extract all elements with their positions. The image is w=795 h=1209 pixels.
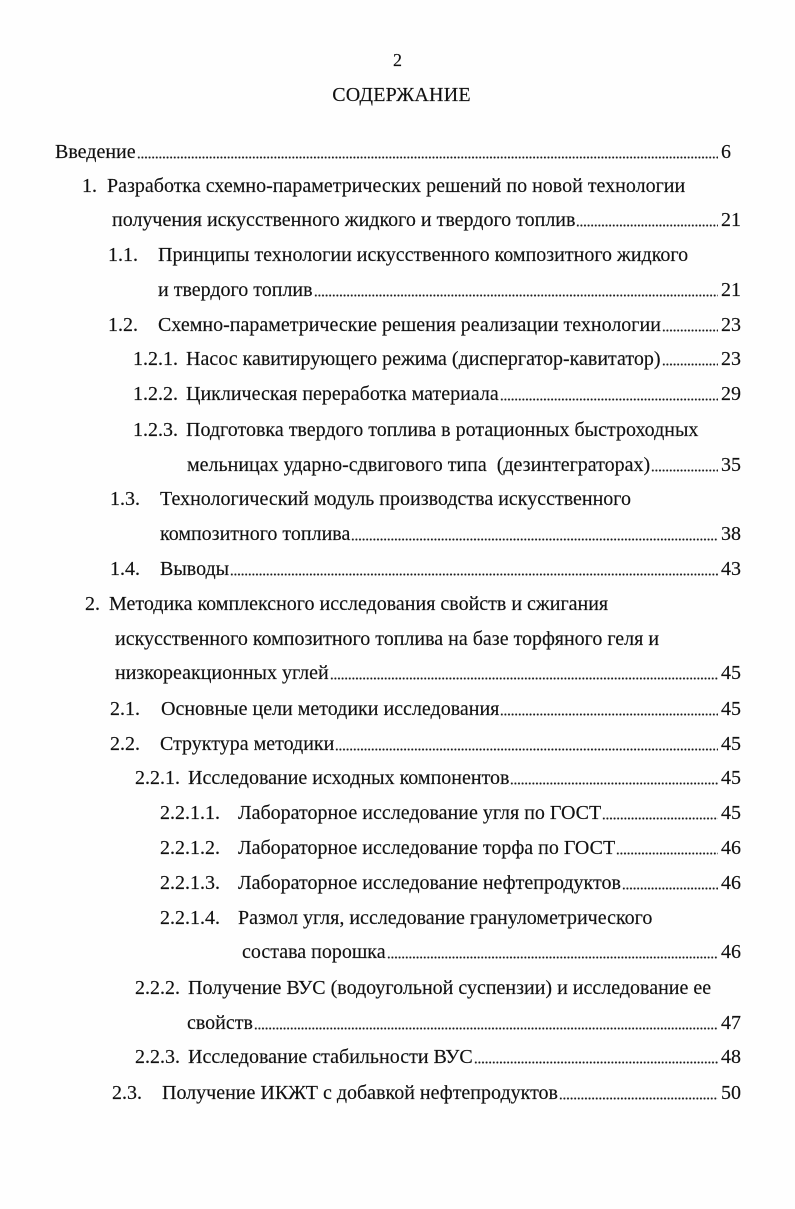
toc-line bbox=[186, 347, 745, 371]
entry-page-number: 23 bbox=[721, 314, 741, 336]
dot-leader bbox=[622, 887, 718, 890]
entry-text: мельницах ударно-сдвигового типа (дезинтеграторах) bbox=[187, 454, 651, 476]
dot-leader bbox=[662, 329, 718, 332]
toc-line bbox=[55, 140, 745, 164]
dot-leader bbox=[351, 538, 718, 541]
toc-line bbox=[242, 940, 745, 964]
entry-page-number: 21 bbox=[721, 209, 741, 231]
entry-number: 2.3. bbox=[112, 1082, 142, 1104]
entry-page-number: 43 bbox=[721, 558, 741, 580]
entry-text: Схемно-параметрические решения реализации технологии bbox=[158, 314, 661, 336]
entry-text: Получение ВУС (водоугольной суспензии) и исследование ее bbox=[188, 977, 712, 999]
dot-leader bbox=[230, 573, 718, 576]
entry-text: Размол угля, исследование гранулометрического bbox=[238, 907, 653, 929]
toc-line bbox=[160, 732, 745, 756]
entry-text: Подготовка твердого топлива в ротационных быстроходных bbox=[186, 419, 699, 441]
entry-text: Принципы технологии искусственного композитного жидкого bbox=[158, 244, 689, 266]
entry-page-number: 29 bbox=[721, 383, 741, 405]
entry-page-number: 6 bbox=[721, 141, 731, 163]
dot-leader bbox=[651, 469, 718, 472]
toc-line bbox=[160, 522, 745, 546]
page-number: 2 bbox=[393, 50, 402, 70]
dot-leader bbox=[387, 956, 718, 959]
entry-page-number: 46 bbox=[721, 941, 741, 963]
entry-page-number: 21 bbox=[721, 279, 741, 301]
toc-line bbox=[188, 1045, 745, 1069]
toc-line bbox=[160, 557, 745, 581]
toc-line bbox=[238, 836, 745, 860]
toc-line bbox=[238, 871, 745, 895]
entry-text: Структура методики bbox=[160, 733, 335, 755]
entry-text: Технологический модуль производства искусственного bbox=[160, 488, 632, 510]
entry-number: 1.2.3. bbox=[133, 419, 178, 441]
toc-line bbox=[238, 801, 745, 825]
toc-line bbox=[161, 697, 745, 721]
entry-page-number: 47 bbox=[721, 1012, 741, 1034]
dot-leader bbox=[137, 156, 718, 159]
entry-page-number: 45 bbox=[721, 662, 741, 684]
entry-page-number: 35 bbox=[721, 454, 741, 476]
entry-page-number: 45 bbox=[721, 767, 741, 789]
entry-number: 1.2.2. bbox=[133, 383, 178, 405]
dot-leader bbox=[500, 713, 718, 716]
entry-page-number: 45 bbox=[721, 698, 741, 720]
entry-text: Разработка схемно-параметрических решений по новой технологии bbox=[107, 175, 686, 197]
entry-text: низкореакционных углей bbox=[115, 662, 329, 684]
entry-text: Лабораторное исследование нефтепродуктов bbox=[238, 872, 621, 894]
toc-line bbox=[187, 1011, 745, 1035]
entry-text: Получение ИКЖТ с добавкой нефтепродуктов bbox=[162, 1082, 558, 1104]
entry-text: Выводы bbox=[160, 558, 230, 580]
entry-number: 2.2.1.2. bbox=[160, 837, 220, 859]
dot-leader bbox=[602, 817, 718, 820]
entry-text: Лабораторное исследование торфа по ГОСТ bbox=[238, 837, 616, 859]
dot-leader bbox=[474, 1061, 718, 1064]
entry-page-number: 46 bbox=[721, 872, 741, 894]
entry-page-number: 50 bbox=[721, 1082, 741, 1104]
toc-line bbox=[188, 766, 745, 790]
entry-page-number: 46 bbox=[721, 837, 741, 859]
entry-number: 2.2.1.1. bbox=[160, 802, 220, 824]
entry-text: Лабораторное исследование угля по ГОСТ bbox=[238, 802, 602, 824]
dot-leader bbox=[254, 1027, 718, 1030]
toc-line bbox=[158, 278, 745, 302]
toc-line bbox=[186, 382, 745, 406]
entry-number: 2. bbox=[85, 593, 100, 615]
dot-leader bbox=[559, 1097, 718, 1100]
entry-page-number: 45 bbox=[721, 802, 741, 824]
entry-text: состава порошка bbox=[242, 941, 386, 963]
dot-leader bbox=[314, 294, 718, 297]
entry-number: 1.1. bbox=[108, 244, 138, 266]
entry-number: 2.2.1.3. bbox=[160, 872, 220, 894]
entry-number: 1.3. bbox=[110, 488, 140, 510]
entry-page-number: 48 bbox=[721, 1046, 741, 1068]
entry-text: Циклическая переработка материала bbox=[186, 383, 499, 405]
entry-text: Насос кавитирующего режима (диспергатор-кавитатор) bbox=[186, 348, 661, 370]
entry-text: композитного топлива bbox=[160, 523, 351, 545]
entry-text: Введение bbox=[55, 141, 136, 163]
dot-leader bbox=[500, 398, 718, 401]
toc-line bbox=[112, 208, 745, 232]
entry-number: 2.2.1.4. bbox=[160, 907, 220, 929]
entry-number: 1.4. bbox=[110, 558, 140, 580]
entry-text: свойств bbox=[187, 1012, 253, 1034]
dot-leader bbox=[616, 852, 718, 855]
entry-text: Основные цели методики исследования bbox=[161, 698, 500, 720]
entry-text: Исследование стабильности ВУС bbox=[188, 1046, 473, 1068]
entry-number: 2.2.2. bbox=[135, 977, 180, 999]
dot-leader bbox=[330, 677, 718, 680]
entry-number: 2.2.3. bbox=[135, 1046, 180, 1068]
entry-number: 1.2. bbox=[108, 314, 138, 336]
dot-leader bbox=[662, 363, 718, 366]
entry-number: 2.2. bbox=[110, 733, 140, 755]
toc-line bbox=[115, 661, 745, 685]
entry-text: Методика комплексного исследования свойств и сжигания bbox=[109, 593, 609, 615]
toc-line bbox=[162, 1081, 745, 1105]
dot-leader bbox=[576, 224, 718, 227]
entry-text: получения искусственного жидкого и твердого топлив bbox=[112, 209, 576, 231]
toc-title: СОДЕРЖАНИЕ bbox=[332, 84, 471, 106]
entry-number: 2.2.1. bbox=[135, 767, 180, 789]
toc-line bbox=[187, 453, 745, 477]
entry-page-number: 23 bbox=[721, 348, 741, 370]
entry-number: 1.2.1. bbox=[133, 348, 178, 370]
entry-number: 1. bbox=[82, 175, 97, 197]
toc-line bbox=[158, 313, 745, 337]
dot-leader bbox=[510, 782, 718, 785]
entry-page-number: 38 bbox=[721, 523, 741, 545]
dot-leader bbox=[335, 748, 718, 751]
entry-text: и твердого топлив bbox=[158, 279, 313, 301]
entry-number: 2.1. bbox=[110, 698, 140, 720]
entry-text: Исследование исходных компонентов bbox=[188, 767, 510, 789]
entry-page-number: 45 bbox=[721, 733, 741, 755]
entry-text: искусственного композитного топлива на базе торфяного геля и bbox=[115, 628, 660, 650]
